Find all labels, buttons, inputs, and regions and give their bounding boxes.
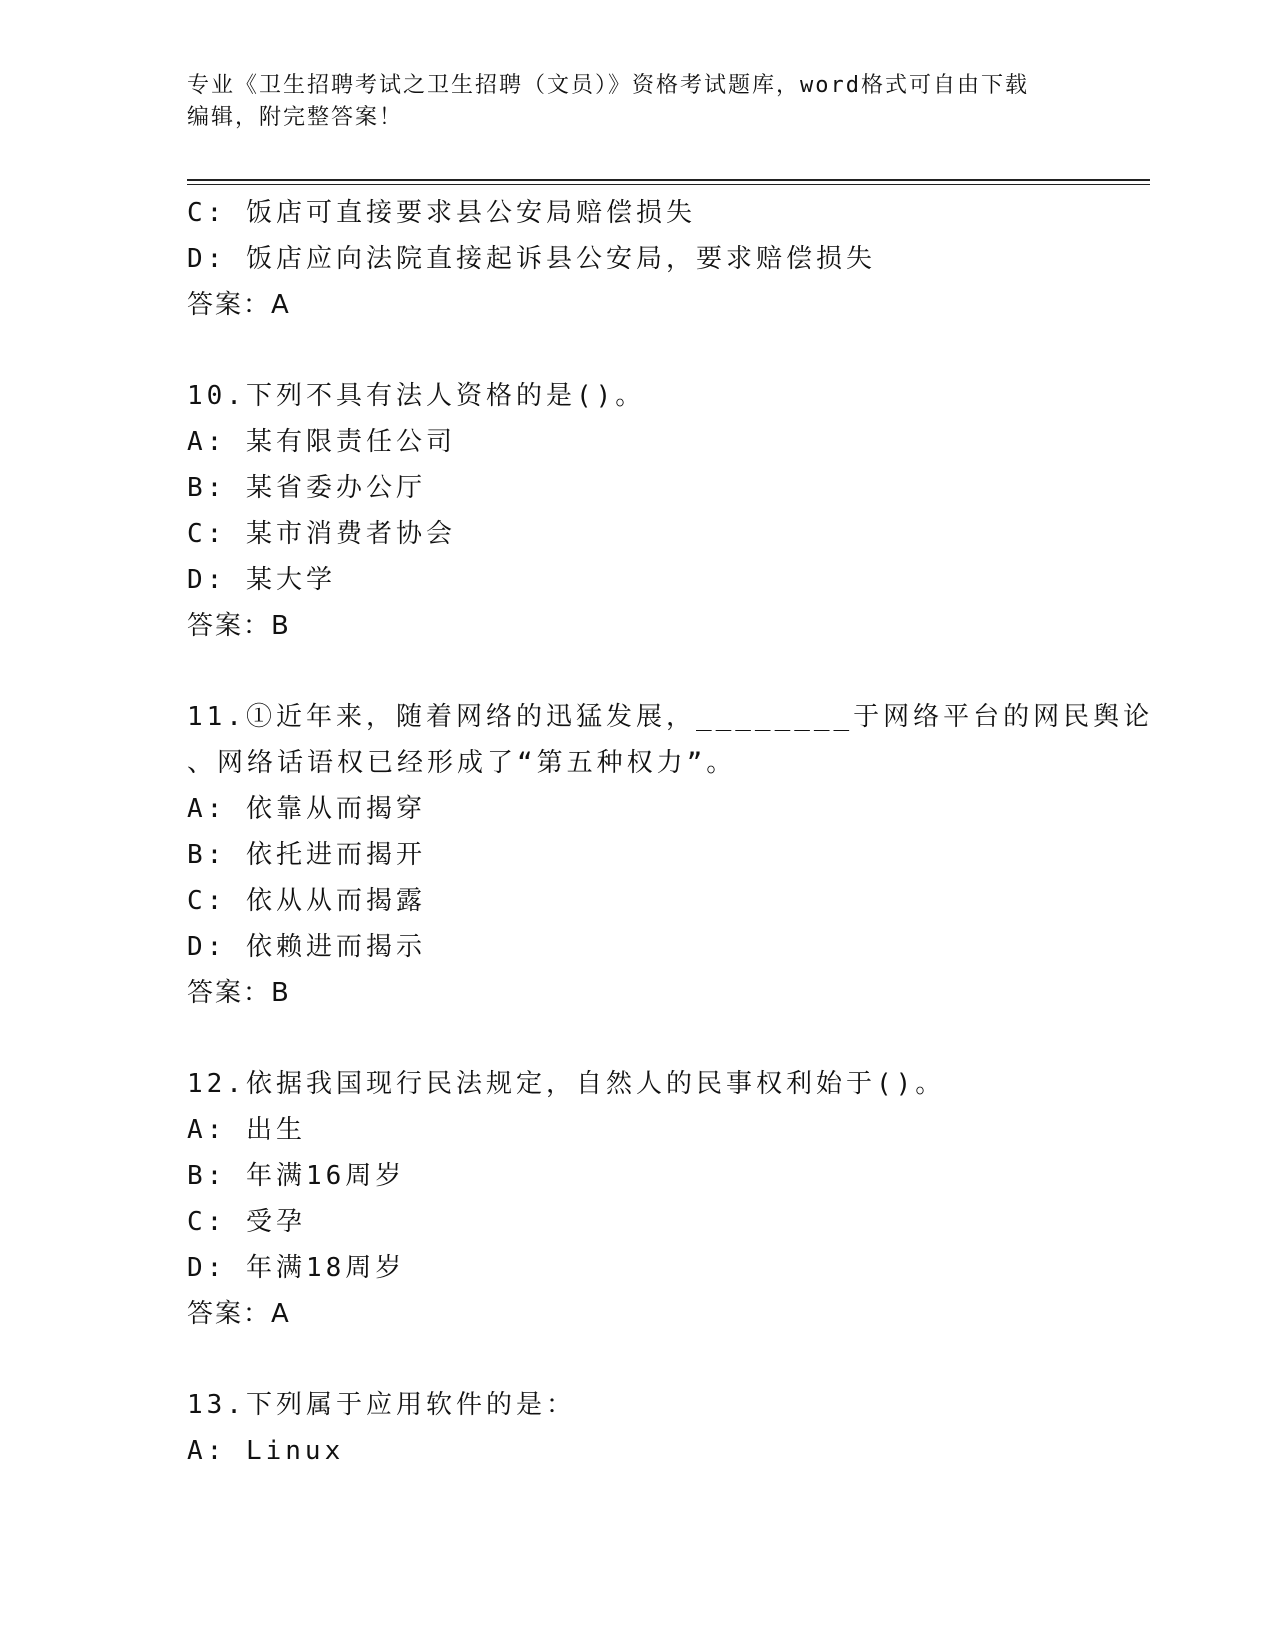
question-13 [187,1382,1087,1474]
question-stem: 10.下列不具有法人资格的是()。 [187,381,646,411]
question-9-continued [187,190,1087,328]
header-title-line-1: 专业《卫生招聘考试之卫生招聘（文员）》资格考试题库，word格式可自由下载 [187,73,1029,98]
document-header [187,70,1087,134]
question-stem: 12.依据我国现行民法规定，自然人的民事权利始于()。 [187,1069,946,1099]
question-10 [187,373,1087,649]
question-stem: 13.下列属于应用软件的是： [187,1390,576,1420]
answer: 答案：A [187,1299,291,1329]
question-stem-line-1: 11.①近年来，随着网络的迅猛发展，________于网络平台的网民舆论 [187,702,1154,732]
option-c: C: 饭店可直接要求县公安局赔偿损失 [187,198,696,228]
option-d: D: 某大学 [187,565,336,595]
question-list [187,190,1154,1474]
option-a: A: Linux [187,1436,345,1466]
option-a: A: 依靠从而揭穿 [187,794,426,824]
question-stem-line-2: 、网络话语权已经形成了“第五种权力”。 [187,748,737,778]
option-c: C: 某市消费者协会 [187,519,456,549]
answer: 答案：B [187,611,291,641]
question-11 [187,694,1154,1016]
option-b: B: 年满16周岁 [187,1161,406,1191]
question-12 [187,1061,1087,1337]
option-b: B: 依托进而揭开 [187,840,426,870]
header-title-line-2: 编辑，附完整答案！ [187,105,404,130]
option-d: D: 饭店应向法院直接起诉县公安局，要求赔偿损失 [187,244,876,274]
option-c: C: 受孕 [187,1207,306,1237]
option-c: C: 依从从而揭露 [187,886,426,916]
option-a: A: 某有限责任公司 [187,427,456,457]
answer: 答案：A [187,290,291,320]
option-d: D: 依赖进而揭示 [187,932,426,962]
option-a: A: 出生 [187,1115,306,1145]
option-d: D: 年满18周岁 [187,1253,406,1283]
header-divider [187,179,1150,181]
header-divider-thin [187,184,1150,185]
answer: 答案：B [187,978,291,1008]
option-b: B: 某省委办公厅 [187,473,426,503]
